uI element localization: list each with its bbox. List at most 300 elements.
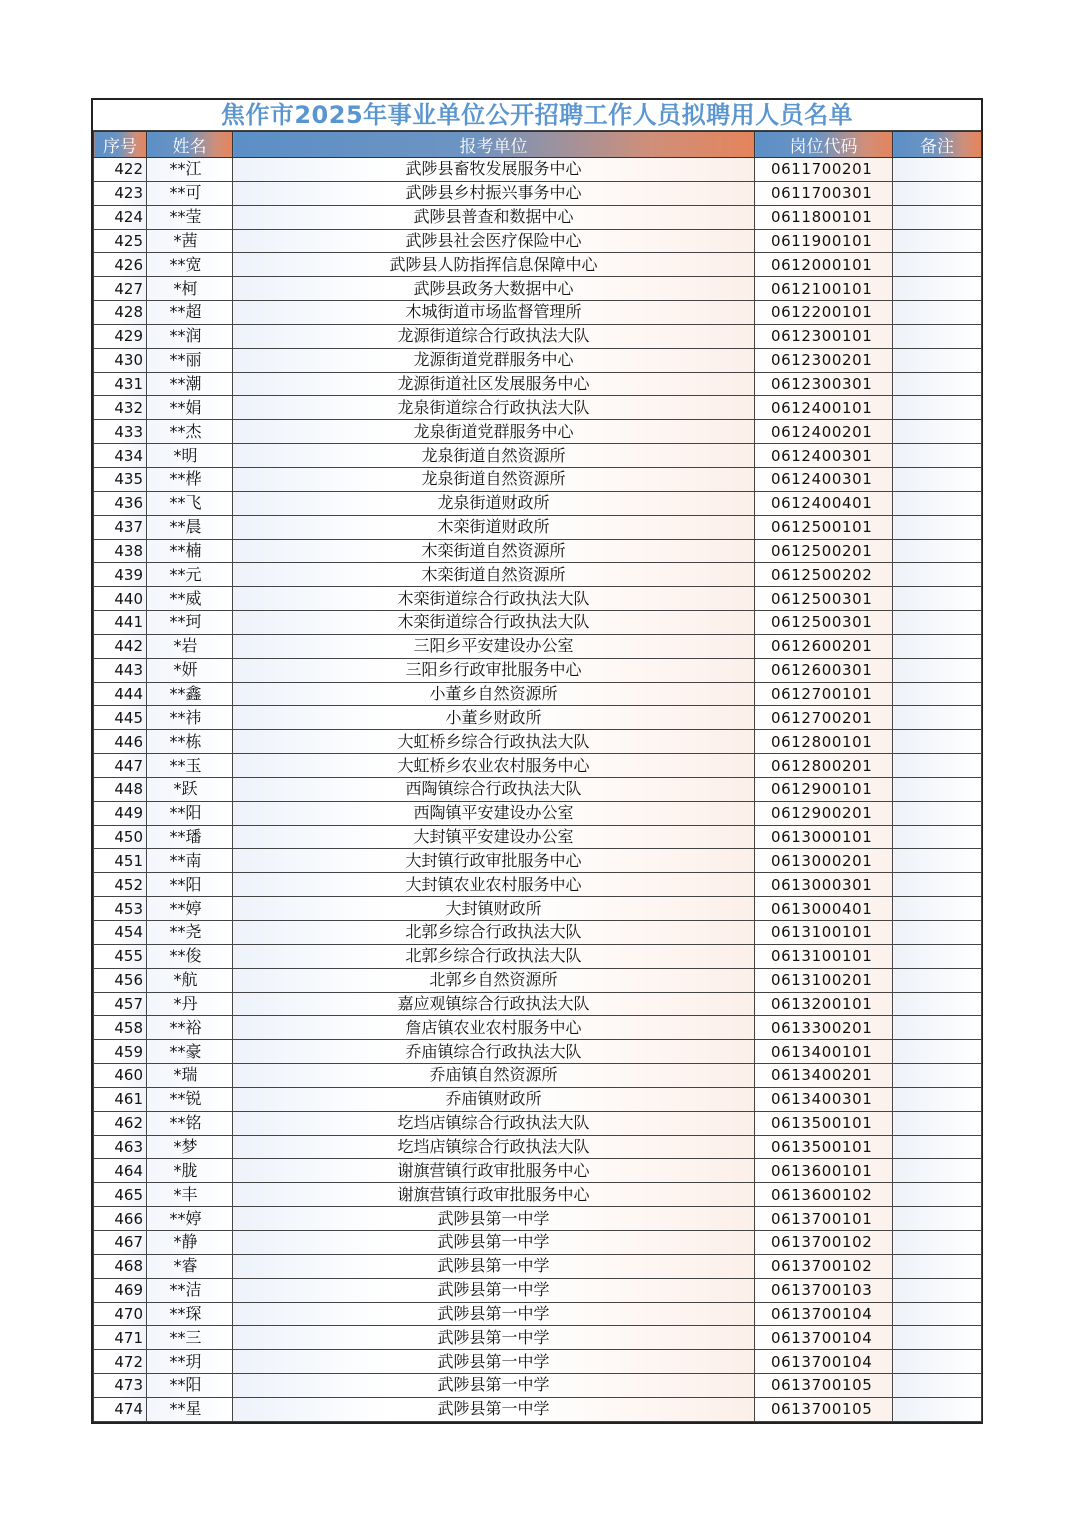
note-cell xyxy=(893,158,982,182)
note-cell xyxy=(893,754,982,778)
seq-cell: 457 xyxy=(94,992,147,1016)
table-row xyxy=(94,1350,982,1374)
name-cell: **栋 xyxy=(147,730,233,754)
unit-cell: 三阳乡行政审批服务中心 xyxy=(233,658,755,682)
note-cell xyxy=(893,730,982,754)
note-cell xyxy=(893,348,982,372)
seq-cell: 450 xyxy=(94,825,147,849)
note-cell xyxy=(893,1111,982,1135)
code-cell: 0612400401 xyxy=(755,491,893,515)
name-cell: **威 xyxy=(147,587,233,611)
note-cell xyxy=(893,634,982,658)
unit-cell: 武陟县乡村振兴事务中心 xyxy=(233,181,755,205)
code-cell: 0611800101 xyxy=(755,205,893,229)
unit-cell: 龙源街道社区发展服务中心 xyxy=(233,372,755,396)
note-cell xyxy=(893,897,982,921)
header-unit: 报考单位 xyxy=(233,132,755,158)
unit-cell: 圪垱店镇综合行政执法大队 xyxy=(233,1111,755,1135)
code-cell: 0613400301 xyxy=(755,1087,893,1111)
note-cell xyxy=(893,1278,982,1302)
note-cell xyxy=(893,801,982,825)
code-cell: 0613000301 xyxy=(755,873,893,897)
note-cell xyxy=(893,1326,982,1350)
code-cell: 0612500101 xyxy=(755,515,893,539)
table-row xyxy=(94,873,982,897)
table-row xyxy=(94,444,982,468)
note-cell xyxy=(893,873,982,897)
seq-cell: 436 xyxy=(94,491,147,515)
note-cell xyxy=(893,658,982,682)
name-cell: **桦 xyxy=(147,467,233,491)
unit-cell: 武陟县第一中学 xyxy=(233,1397,755,1421)
seq-cell: 460 xyxy=(94,1064,147,1088)
note-cell xyxy=(893,515,982,539)
header-code: 岗位代码 xyxy=(755,132,893,158)
note-cell xyxy=(893,1016,982,1040)
unit-cell: 龙源街道综合行政执法大队 xyxy=(233,324,755,348)
table-row xyxy=(94,1135,982,1159)
unit-cell: 龙源街道党群服务中心 xyxy=(233,348,755,372)
name-cell: **鑫 xyxy=(147,682,233,706)
code-cell: 0612700201 xyxy=(755,706,893,730)
code-cell: 0613600101 xyxy=(755,1159,893,1183)
table-row xyxy=(94,158,982,182)
name-cell: **洁 xyxy=(147,1278,233,1302)
code-cell: 0613700102 xyxy=(755,1230,893,1254)
code-cell: 0612400101 xyxy=(755,396,893,420)
unit-cell: 嘉应观镇综合行政执法大队 xyxy=(233,992,755,1016)
name-cell: **楠 xyxy=(147,539,233,563)
code-cell: 0613000401 xyxy=(755,897,893,921)
seq-cell: 429 xyxy=(94,324,147,348)
unit-cell: 大封镇财政所 xyxy=(233,897,755,921)
name-cell: **三 xyxy=(147,1326,233,1350)
table-row xyxy=(94,921,982,945)
unit-cell: 武陟县人防指挥信息保障中心 xyxy=(233,253,755,277)
table-row xyxy=(94,324,982,348)
name-cell: *胧 xyxy=(147,1159,233,1183)
code-cell: 0613700105 xyxy=(755,1397,893,1421)
unit-cell: 武陟县第一中学 xyxy=(233,1350,755,1374)
name-cell: **娟 xyxy=(147,396,233,420)
seq-cell: 423 xyxy=(94,181,147,205)
code-cell: 0613500101 xyxy=(755,1135,893,1159)
unit-cell: 武陟县社会医疗保险中心 xyxy=(233,229,755,253)
name-cell: *航 xyxy=(147,968,233,992)
table-row xyxy=(94,897,982,921)
seq-cell: 425 xyxy=(94,229,147,253)
unit-cell: 乔庙镇财政所 xyxy=(233,1087,755,1111)
note-cell xyxy=(893,849,982,873)
note-cell xyxy=(893,1350,982,1374)
name-cell: *茜 xyxy=(147,229,233,253)
page-title: 焦作市2025年事业单位公开招聘工作人员拟聘用人员名单 xyxy=(93,100,981,131)
note-cell xyxy=(893,420,982,444)
seq-cell: 456 xyxy=(94,968,147,992)
seq-cell: 443 xyxy=(94,658,147,682)
note-cell xyxy=(893,1207,982,1231)
unit-cell: 武陟县第一中学 xyxy=(233,1374,755,1398)
unit-cell: 三阳乡平安建设办公室 xyxy=(233,634,755,658)
unit-cell: 詹店镇农业农村服务中心 xyxy=(233,1016,755,1040)
name-cell: **阳 xyxy=(147,1374,233,1398)
code-cell: 0613700104 xyxy=(755,1326,893,1350)
code-cell: 0613700103 xyxy=(755,1278,893,1302)
code-cell: 0613100101 xyxy=(755,921,893,945)
unit-cell: 木城街道市场监督管理所 xyxy=(233,301,755,325)
unit-cell: 小董乡财政所 xyxy=(233,706,755,730)
code-cell: 0613100201 xyxy=(755,968,893,992)
note-cell xyxy=(893,396,982,420)
seq-cell: 452 xyxy=(94,873,147,897)
unit-cell: 武陟县政务大数据中心 xyxy=(233,277,755,301)
name-cell: *明 xyxy=(147,444,233,468)
unit-cell: 武陟县普查和数据中心 xyxy=(233,205,755,229)
name-cell: **晨 xyxy=(147,515,233,539)
code-cell: 0613300201 xyxy=(755,1016,893,1040)
code-cell: 0612700101 xyxy=(755,682,893,706)
table-row xyxy=(94,467,982,491)
seq-cell: 426 xyxy=(94,253,147,277)
name-cell: *静 xyxy=(147,1230,233,1254)
unit-cell: 谢旗营镇行政审批服务中心 xyxy=(233,1183,755,1207)
code-cell: 0613700104 xyxy=(755,1302,893,1326)
code-cell: 0612100101 xyxy=(755,277,893,301)
seq-cell: 433 xyxy=(94,420,147,444)
table-row xyxy=(94,658,982,682)
code-cell: 0612400301 xyxy=(755,467,893,491)
unit-cell: 龙泉街道党群服务中心 xyxy=(233,420,755,444)
code-cell: 0612900201 xyxy=(755,801,893,825)
note-cell xyxy=(893,205,982,229)
code-cell: 0611900101 xyxy=(755,229,893,253)
name-cell: **铭 xyxy=(147,1111,233,1135)
code-cell: 0612300101 xyxy=(755,324,893,348)
note-cell xyxy=(893,277,982,301)
seq-cell: 422 xyxy=(94,158,147,182)
name-cell: *睿 xyxy=(147,1254,233,1278)
unit-cell: 武陟县第一中学 xyxy=(233,1326,755,1350)
note-cell xyxy=(893,372,982,396)
table-row xyxy=(94,825,982,849)
table-row xyxy=(94,1326,982,1350)
unit-cell: 木栾街道财政所 xyxy=(233,515,755,539)
seq-cell: 438 xyxy=(94,539,147,563)
unit-cell: 乔庙镇综合行政执法大队 xyxy=(233,1040,755,1064)
code-cell: 0612300201 xyxy=(755,348,893,372)
table-row xyxy=(94,1064,982,1088)
name-cell: *梦 xyxy=(147,1135,233,1159)
table-row xyxy=(94,968,982,992)
table-row xyxy=(94,539,982,563)
code-cell: 0612600201 xyxy=(755,634,893,658)
hiring-table xyxy=(93,131,982,1422)
note-cell xyxy=(893,611,982,635)
seq-cell: 469 xyxy=(94,1278,147,1302)
code-cell: 0612800201 xyxy=(755,754,893,778)
code-cell: 0613400101 xyxy=(755,1040,893,1064)
note-cell xyxy=(893,253,982,277)
unit-cell: 北郭乡自然资源所 xyxy=(233,968,755,992)
code-cell: 0612900101 xyxy=(755,777,893,801)
code-cell: 0613100101 xyxy=(755,944,893,968)
seq-cell: 455 xyxy=(94,944,147,968)
table-row xyxy=(94,515,982,539)
note-cell xyxy=(893,301,982,325)
code-cell: 0612500201 xyxy=(755,539,893,563)
code-cell: 0613700104 xyxy=(755,1350,893,1374)
name-cell: **星 xyxy=(147,1397,233,1421)
table-row xyxy=(94,1040,982,1064)
note-cell xyxy=(893,682,982,706)
note-cell xyxy=(893,968,982,992)
code-cell: 0613500101 xyxy=(755,1111,893,1135)
seq-cell: 453 xyxy=(94,897,147,921)
code-cell: 0613400201 xyxy=(755,1064,893,1088)
note-cell xyxy=(893,1087,982,1111)
unit-cell: 武陟县畜牧发展服务中心 xyxy=(233,158,755,182)
name-cell: *岩 xyxy=(147,634,233,658)
table-row xyxy=(94,1111,982,1135)
table-row xyxy=(94,277,982,301)
seq-cell: 427 xyxy=(94,277,147,301)
unit-cell: 武陟县第一中学 xyxy=(233,1278,755,1302)
unit-cell: 木栾街道自然资源所 xyxy=(233,539,755,563)
note-cell xyxy=(893,324,982,348)
code-cell: 0613700101 xyxy=(755,1207,893,1231)
name-cell: **祎 xyxy=(147,706,233,730)
table-row xyxy=(94,1207,982,1231)
table-row xyxy=(94,1159,982,1183)
name-cell: **元 xyxy=(147,563,233,587)
table-row xyxy=(94,420,982,444)
name-cell: **江 xyxy=(147,158,233,182)
note-cell xyxy=(893,1254,982,1278)
unit-cell: 武陟县第一中学 xyxy=(233,1302,755,1326)
note-cell xyxy=(893,1040,982,1064)
note-cell xyxy=(893,181,982,205)
table-row xyxy=(94,1016,982,1040)
name-cell: **阳 xyxy=(147,873,233,897)
table-row xyxy=(94,301,982,325)
table-row xyxy=(94,396,982,420)
code-cell: 0612600301 xyxy=(755,658,893,682)
name-cell: **杰 xyxy=(147,420,233,444)
seq-cell: 449 xyxy=(94,801,147,825)
code-cell: 0611700201 xyxy=(755,158,893,182)
table-row xyxy=(94,587,982,611)
seq-cell: 447 xyxy=(94,754,147,778)
name-cell: *瑞 xyxy=(147,1064,233,1088)
table-row xyxy=(94,754,982,778)
code-cell: 0612500301 xyxy=(755,587,893,611)
note-cell xyxy=(893,491,982,515)
seq-cell: 445 xyxy=(94,706,147,730)
unit-cell: 北郭乡综合行政执法大队 xyxy=(233,944,755,968)
name-cell: **锐 xyxy=(147,1087,233,1111)
hiring-list-sheet xyxy=(91,98,983,1424)
note-cell xyxy=(893,1397,982,1421)
note-cell xyxy=(893,706,982,730)
note-cell xyxy=(893,777,982,801)
note-cell xyxy=(893,1302,982,1326)
unit-cell: 武陟县第一中学 xyxy=(233,1207,755,1231)
seq-cell: 451 xyxy=(94,849,147,873)
seq-cell: 463 xyxy=(94,1135,147,1159)
table-row xyxy=(94,706,982,730)
note-cell xyxy=(893,825,982,849)
unit-cell: 圪垱店镇综合行政执法大队 xyxy=(233,1135,755,1159)
name-cell: *丰 xyxy=(147,1183,233,1207)
seq-cell: 454 xyxy=(94,921,147,945)
table-row xyxy=(94,1087,982,1111)
code-cell: 0612300301 xyxy=(755,372,893,396)
unit-cell: 武陟县第一中学 xyxy=(233,1254,755,1278)
note-cell xyxy=(893,1159,982,1183)
code-cell: 0613700105 xyxy=(755,1374,893,1398)
note-cell xyxy=(893,444,982,468)
table-row xyxy=(94,205,982,229)
table-row xyxy=(94,253,982,277)
code-cell: 0612400301 xyxy=(755,444,893,468)
name-cell: **婷 xyxy=(147,1207,233,1231)
name-cell: *跃 xyxy=(147,777,233,801)
name-cell: *丹 xyxy=(147,992,233,1016)
seq-cell: 458 xyxy=(94,1016,147,1040)
note-cell xyxy=(893,587,982,611)
code-cell: 0613200101 xyxy=(755,992,893,1016)
seq-cell: 473 xyxy=(94,1374,147,1398)
note-cell xyxy=(893,563,982,587)
seq-cell: 471 xyxy=(94,1326,147,1350)
table-row xyxy=(94,730,982,754)
table-row xyxy=(94,1230,982,1254)
unit-cell: 大封镇农业农村服务中心 xyxy=(233,873,755,897)
name-cell: *妍 xyxy=(147,658,233,682)
seq-cell: 428 xyxy=(94,301,147,325)
table-row xyxy=(94,348,982,372)
note-cell xyxy=(893,1064,982,1088)
code-cell: 0613000101 xyxy=(755,825,893,849)
seq-cell: 459 xyxy=(94,1040,147,1064)
header-seq: 序号 xyxy=(94,132,147,158)
code-cell: 0612400201 xyxy=(755,420,893,444)
table-row xyxy=(94,372,982,396)
unit-cell: 大封镇平安建设办公室 xyxy=(233,825,755,849)
table-row xyxy=(94,229,982,253)
seq-cell: 466 xyxy=(94,1207,147,1231)
seq-cell: 462 xyxy=(94,1111,147,1135)
name-cell: **婷 xyxy=(147,897,233,921)
note-cell xyxy=(893,1374,982,1398)
table-row xyxy=(94,1397,982,1421)
seq-cell: 472 xyxy=(94,1350,147,1374)
name-cell: **玥 xyxy=(147,1350,233,1374)
table-row xyxy=(94,1254,982,1278)
code-cell: 0612500301 xyxy=(755,611,893,635)
unit-cell: 西陶镇综合行政执法大队 xyxy=(233,777,755,801)
seq-cell: 461 xyxy=(94,1087,147,1111)
note-cell xyxy=(893,1183,982,1207)
seq-cell: 442 xyxy=(94,634,147,658)
table-row xyxy=(94,181,982,205)
note-cell xyxy=(893,229,982,253)
seq-cell: 424 xyxy=(94,205,147,229)
code-cell: 0613000201 xyxy=(755,849,893,873)
name-cell: **南 xyxy=(147,849,233,873)
unit-cell: 木栾街道综合行政执法大队 xyxy=(233,611,755,635)
note-cell xyxy=(893,992,982,1016)
name-cell: **璠 xyxy=(147,825,233,849)
code-cell: 0612000101 xyxy=(755,253,893,277)
seq-cell: 465 xyxy=(94,1183,147,1207)
seq-cell: 468 xyxy=(94,1254,147,1278)
unit-cell: 龙泉街道财政所 xyxy=(233,491,755,515)
note-cell xyxy=(893,921,982,945)
seq-cell: 430 xyxy=(94,348,147,372)
header-row xyxy=(94,132,982,158)
table-body xyxy=(94,158,982,1422)
seq-cell: 448 xyxy=(94,777,147,801)
table-row xyxy=(94,634,982,658)
unit-cell: 龙泉街道自然资源所 xyxy=(233,444,755,468)
code-cell: 0613600102 xyxy=(755,1183,893,1207)
name-cell: **俊 xyxy=(147,944,233,968)
code-cell: 0613700102 xyxy=(755,1254,893,1278)
name-cell: **玉 xyxy=(147,754,233,778)
note-cell xyxy=(893,467,982,491)
seq-cell: 431 xyxy=(94,372,147,396)
name-cell: **裕 xyxy=(147,1016,233,1040)
note-cell xyxy=(893,1230,982,1254)
name-cell: **琛 xyxy=(147,1302,233,1326)
unit-cell: 龙泉街道综合行政执法大队 xyxy=(233,396,755,420)
unit-cell: 大虹桥乡农业农村服务中心 xyxy=(233,754,755,778)
seq-cell: 432 xyxy=(94,396,147,420)
header-note: 备注 xyxy=(893,132,982,158)
unit-cell: 武陟县第一中学 xyxy=(233,1230,755,1254)
table-row xyxy=(94,1278,982,1302)
name-cell: **丽 xyxy=(147,348,233,372)
seq-cell: 439 xyxy=(94,563,147,587)
code-cell: 0612500202 xyxy=(755,563,893,587)
seq-cell: 446 xyxy=(94,730,147,754)
unit-cell: 大封镇行政审批服务中心 xyxy=(233,849,755,873)
seq-cell: 474 xyxy=(94,1397,147,1421)
unit-cell: 北郭乡综合行政执法大队 xyxy=(233,921,755,945)
table-row xyxy=(94,1183,982,1207)
name-cell: **尧 xyxy=(147,921,233,945)
unit-cell: 西陶镇平安建设办公室 xyxy=(233,801,755,825)
header-name: 姓名 xyxy=(147,132,233,158)
code-cell: 0612200101 xyxy=(755,301,893,325)
name-cell: **宽 xyxy=(147,253,233,277)
table-row xyxy=(94,849,982,873)
unit-cell: 小董乡自然资源所 xyxy=(233,682,755,706)
seq-cell: 440 xyxy=(94,587,147,611)
name-cell: **飞 xyxy=(147,491,233,515)
table-row xyxy=(94,1374,982,1398)
name-cell: **豪 xyxy=(147,1040,233,1064)
name-cell: **超 xyxy=(147,301,233,325)
seq-cell: 470 xyxy=(94,1302,147,1326)
note-cell xyxy=(893,1135,982,1159)
seq-cell: 434 xyxy=(94,444,147,468)
table-row xyxy=(94,491,982,515)
table-row xyxy=(94,1302,982,1326)
seq-cell: 435 xyxy=(94,467,147,491)
table-row xyxy=(94,944,982,968)
